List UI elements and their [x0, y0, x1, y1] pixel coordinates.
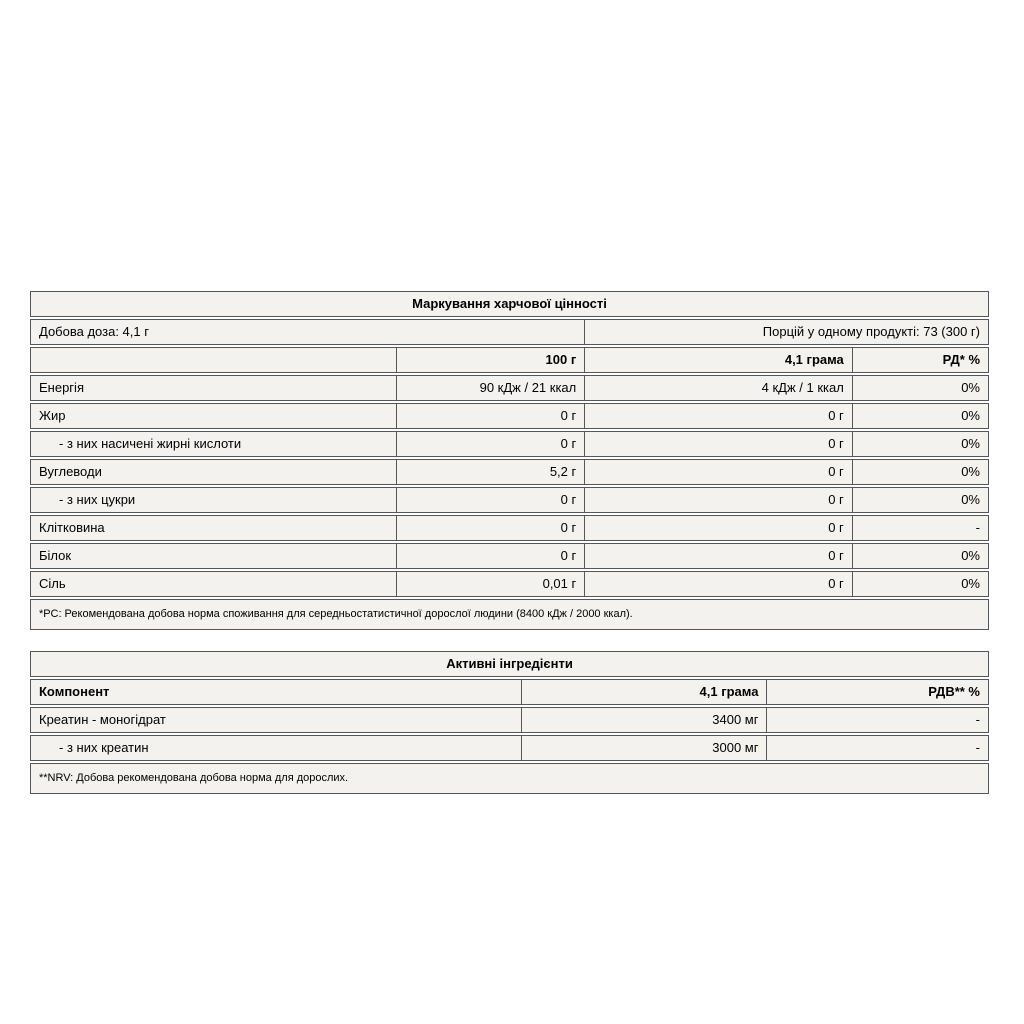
ingredients-table-title: Активні інгредієнти — [30, 651, 989, 677]
nutrient-name: - з них насичені жирні кислоти — [30, 431, 397, 457]
dose-servings-row — [30, 319, 989, 345]
component-amount: 3400 мг — [522, 707, 768, 733]
value-per-serving: 0 г — [585, 515, 853, 541]
value-rd-percent: 0% — [853, 543, 989, 569]
daily-dose-label: Добова доза: 4,1 г — [30, 319, 585, 345]
value-per-serving: 0 г — [585, 571, 853, 597]
header-per-100g: 100 г — [397, 347, 585, 373]
header-amount-per-serving: 4,1 грама — [522, 679, 768, 705]
component-name: - з них креатин — [30, 735, 522, 761]
ingredients-header-row — [30, 679, 989, 705]
value-per-100g: 0 г — [397, 487, 585, 513]
value-per-serving: 0 г — [585, 459, 853, 485]
value-per-serving: 0 г — [585, 403, 853, 429]
value-rd-percent: 0% — [853, 375, 989, 401]
table-row — [30, 431, 989, 457]
header-per-serving: 4,1 грама — [585, 347, 853, 373]
value-rd-percent: 0% — [853, 487, 989, 513]
ingredients-table-body — [30, 707, 989, 761]
nutrient-name: Жир — [30, 403, 397, 429]
value-per-100g: 0 г — [397, 431, 585, 457]
nutrient-name: Вуглеводи — [30, 459, 397, 485]
value-per-100g: 0 г — [397, 515, 585, 541]
value-per-100g: 90 кДж / 21 ккал — [397, 375, 585, 401]
table-row — [30, 515, 989, 541]
value-per-100g: 5,2 г — [397, 459, 585, 485]
value-per-serving: 4 кДж / 1 ккал — [585, 375, 853, 401]
table-row — [30, 707, 989, 733]
table-row — [30, 375, 989, 401]
value-rd-percent: 0% — [853, 459, 989, 485]
value-per-serving: 0 г — [585, 543, 853, 569]
nutrient-name: Клітковина — [30, 515, 397, 541]
value-per-serving: 0 г — [585, 487, 853, 513]
header-nrv-percent: РДВ** % — [767, 679, 989, 705]
table-row — [30, 735, 989, 761]
value-per-100g: 0 г — [397, 403, 585, 429]
nutrition-sheet — [30, 289, 989, 796]
nutrition-footnote-row — [30, 599, 989, 630]
value-rd-percent: - — [853, 515, 989, 541]
ingredients-table-title-row — [30, 651, 989, 677]
nutrient-name: Білок — [30, 543, 397, 569]
nutrient-name: Сіль — [30, 571, 397, 597]
servings-per-product-label: Порцій у одному продукті: 73 (300 г) — [585, 319, 989, 345]
value-per-100g: 0,01 г — [397, 571, 585, 597]
nutrition-table-body — [30, 375, 989, 597]
header-empty — [30, 347, 397, 373]
ingredients-footnote: **NRV: Добова рекомендована добова норма для дорослих. — [30, 763, 989, 794]
table-row — [30, 543, 989, 569]
nutrient-name: Енергія — [30, 375, 397, 401]
value-rd-percent: 0% — [853, 431, 989, 457]
active-ingredients-table — [30, 649, 989, 796]
component-nrv: - — [767, 735, 989, 761]
nutrient-name: - з них цукри — [30, 487, 397, 513]
nutrition-table-title: Маркування харчової цінності — [30, 291, 989, 317]
table-row — [30, 403, 989, 429]
table-row — [30, 459, 989, 485]
value-per-100g: 0 г — [397, 543, 585, 569]
nutrition-table — [30, 289, 989, 632]
header-rd-percent: РД* % — [853, 347, 989, 373]
table-row — [30, 487, 989, 513]
component-name: Креатин - моногідрат — [30, 707, 522, 733]
nutrition-footnote: *РС: Рекомендована добова норма споживання для середньостатистичної дорослої людини (8400 кДж / 2000 ккал). — [30, 599, 989, 630]
component-nrv: - — [767, 707, 989, 733]
table-row — [30, 571, 989, 597]
header-component: Компонент — [30, 679, 522, 705]
value-per-serving: 0 г — [585, 431, 853, 457]
nutrition-header-row — [30, 347, 989, 373]
value-rd-percent: 0% — [853, 571, 989, 597]
value-rd-percent: 0% — [853, 403, 989, 429]
component-amount: 3000 мг — [522, 735, 768, 761]
ingredients-footnote-row — [30, 763, 989, 794]
nutrition-table-title-row — [30, 291, 989, 317]
